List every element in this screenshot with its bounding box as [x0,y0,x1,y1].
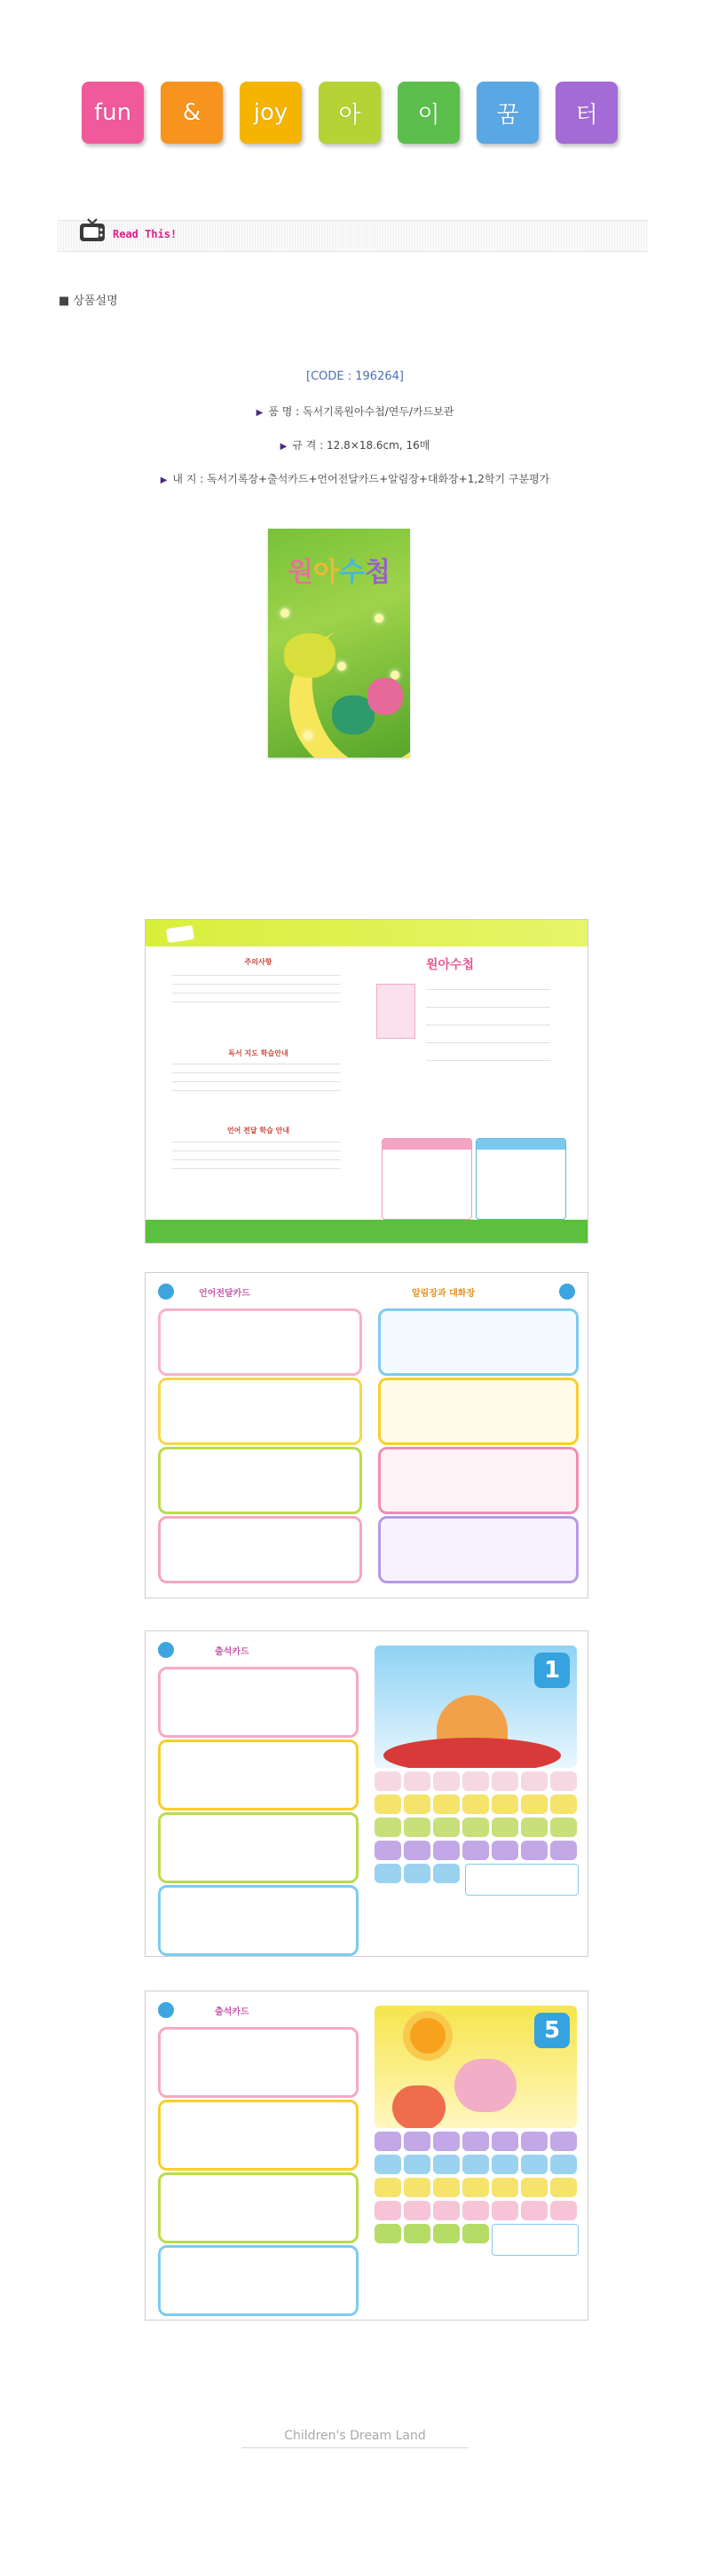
cover-title-char: 첩 [364,557,390,588]
brand-tile [240,82,302,144]
brand-tile [477,82,539,144]
page-spread-guide [145,919,588,1244]
brand-tile [319,82,381,144]
brand-tile [161,82,223,144]
brand-tile-label: & [182,99,201,126]
brand-tile-label: joy [253,99,288,126]
attendance-card-title: 출석카드 [215,2007,249,2017]
brand-tiles [82,82,632,151]
brand-tile-label: 터 [575,101,598,129]
cover-title [268,550,410,589]
brand-tile-label: 아 [338,101,361,129]
cover-title-char: 원 [288,557,314,588]
language-card-title: 언어전달카드 [199,1289,250,1299]
bullet-arrow-icon: ▶ [160,475,168,485]
notice-title: 알림장과 대화장 [412,1289,476,1299]
brand-tile-label: 이 [417,101,440,129]
page-spread-attendance-january [145,1630,588,1957]
brand-tile [82,82,144,144]
brand-tile [398,82,460,144]
month-number: 1 [534,1653,570,1688]
product-contents: 내 지 : 독서기록장+출석카드+언어전달카드+알림장+대화장+1,2학기 구분평가 [172,473,550,485]
yellow-cat-illustration [284,633,335,678]
page-spread-language-card [145,1272,588,1598]
student-card-title: 원아수첩 [425,958,475,972]
footer-divider [241,2447,469,2448]
brand-tile-label: 꿈 [496,101,519,129]
guide-heading: 언어 전달 학습 안내 [226,1127,290,1135]
guide-heading: 주의사항 [244,958,272,966]
cover-title-char: 수 [339,557,365,588]
pink-cat-illustration [367,678,403,715]
bullet-arrow-icon: ▶ [280,442,288,452]
tv-icon [77,216,107,246]
footer-brand-text: Children's Dream Land [284,2429,426,2443]
star-icon [337,662,346,671]
brand-tile-label: fun [93,99,132,126]
star-icon [375,614,383,623]
brand-tile [556,82,618,144]
product-name: 품 명 : 독서기록원아수첩/연두/카드보관 [268,405,454,418]
read-this-bar [58,220,648,252]
product-name-row [0,404,710,419]
star-icon [304,731,312,740]
product-spec-row [0,437,710,452]
guide-heading: 독서 지도 학습안내 [228,1049,288,1057]
page-spread-attendance-may [145,1991,588,2321]
product-spec: 규 격 : 12.8×18.6cm, 16매 [292,439,430,452]
product-code: [CODE : 196264] [306,370,404,383]
product-contents-row [0,471,710,486]
attendance-card-title: 출석카드 [215,1647,249,1657]
bullet-arrow-icon: ▶ [256,408,264,418]
month-number: 5 [534,2013,570,2048]
product-cover-image [268,529,410,758]
cover-title-char: 아 [313,557,339,588]
read-this-label: Read This! [113,228,178,240]
star-icon [280,609,289,617]
section-title: ■ 상품설명 [59,295,118,308]
